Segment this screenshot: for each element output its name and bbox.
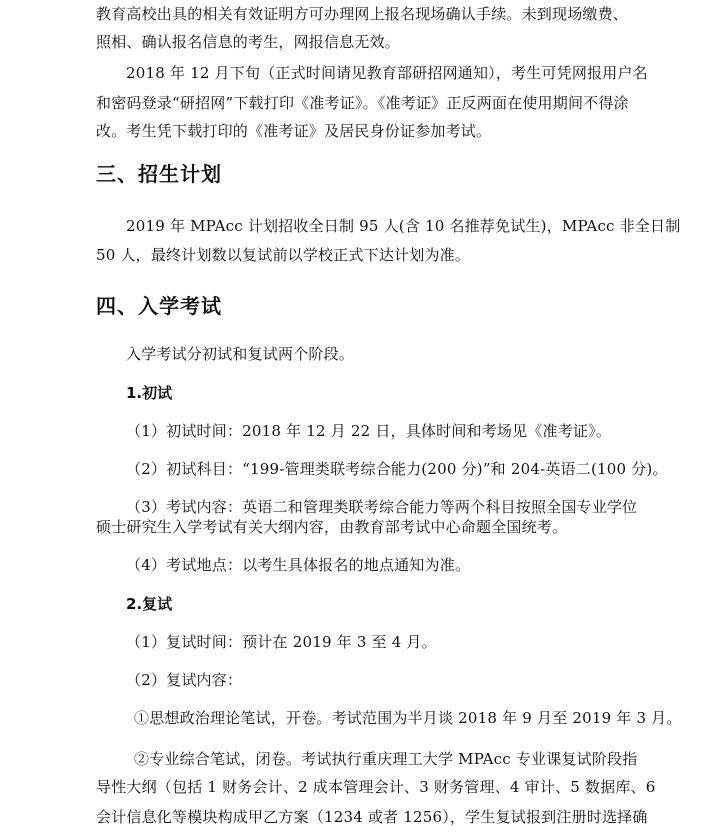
list-item: ①思想政治理论笔试，开卷。考试范围为半月谈 2018 年 9 月至 2019 年 3 月。 bbox=[134, 709, 682, 727]
list-item: （3）考试内容：英语二和管理类联考综合能力等两个科目按照全国专业学位 bbox=[126, 498, 638, 516]
section-heading-enrollment-plan: 三、招生计划 bbox=[96, 162, 222, 186]
list-item: （1）复试时间：预计在 2019 年 3 至 4 月。 bbox=[126, 633, 437, 651]
list-item-continuation: 导性大纲（包括 1 财务会计、2 成本管理会计、3 财务管理、4 审计、5 数据库、6 bbox=[96, 778, 656, 796]
list-item-continuation: 会计信息化等模块构成甲乙方案（1234 或者 1256），学生复试报到注册时选择确 bbox=[96, 808, 648, 826]
paragraph-line: 照相、确认报名信息的考生，网报信息无效。 bbox=[96, 33, 401, 51]
list-item: ②专业综合笔试，闭卷。考试执行重庆理工大学 MPAcc 专业课复试阶段指 bbox=[134, 750, 638, 768]
list-item: （1）初试时间：2018 年 12 月 22 日，具体时间和考场见《准考证》。 bbox=[126, 422, 612, 440]
paragraph-line: 2019 年 MPAcc 计划招收全日制 95 人(含 10 名推荐免试生)，MPAcc 非全日制 bbox=[126, 217, 681, 235]
list-item: （2）复试内容： bbox=[126, 671, 243, 689]
paragraph-line: 教育高校出具的相关有效证明方可办理网上报名现场确认手续。未到现场缴费、 bbox=[96, 5, 629, 23]
paragraph-line: 入学考试分初试和复试两个阶段。 bbox=[126, 345, 355, 363]
subheading-retest: 2.复试 bbox=[126, 595, 173, 613]
list-item: （4）考试地点：以考生具体报名的地点通知为准。 bbox=[126, 556, 471, 574]
section-heading-entrance-exam: 四、入学考试 bbox=[96, 294, 222, 318]
list-item: （2）初试科目：“199-管理类联考综合能力(200 分)”和 204-英语二(100 分)。 bbox=[126, 460, 668, 478]
paragraph-line: 50 人，最终计划数以复试前以学校正式下达计划为准。 bbox=[96, 246, 471, 264]
paragraph-line: 和密码登录“研招网”下载打印《准考证》。《准考证》正反两面在使用期间不得涂 bbox=[96, 94, 629, 112]
paragraph-line: 2018 年 12 月下旬（正式时间请见教育部研招网通知），考生可凭网报用户名 bbox=[126, 64, 648, 82]
subheading-initial-exam: 1.初试 bbox=[126, 384, 173, 402]
list-item-continuation: 硕士研究生入学考试有关大纲内容，由教育部考试中心命题全国统考。 bbox=[96, 518, 568, 536]
paragraph-line: 改。考生凭下载打印的《准考证》及居民身份证参加考试。 bbox=[96, 122, 492, 140]
